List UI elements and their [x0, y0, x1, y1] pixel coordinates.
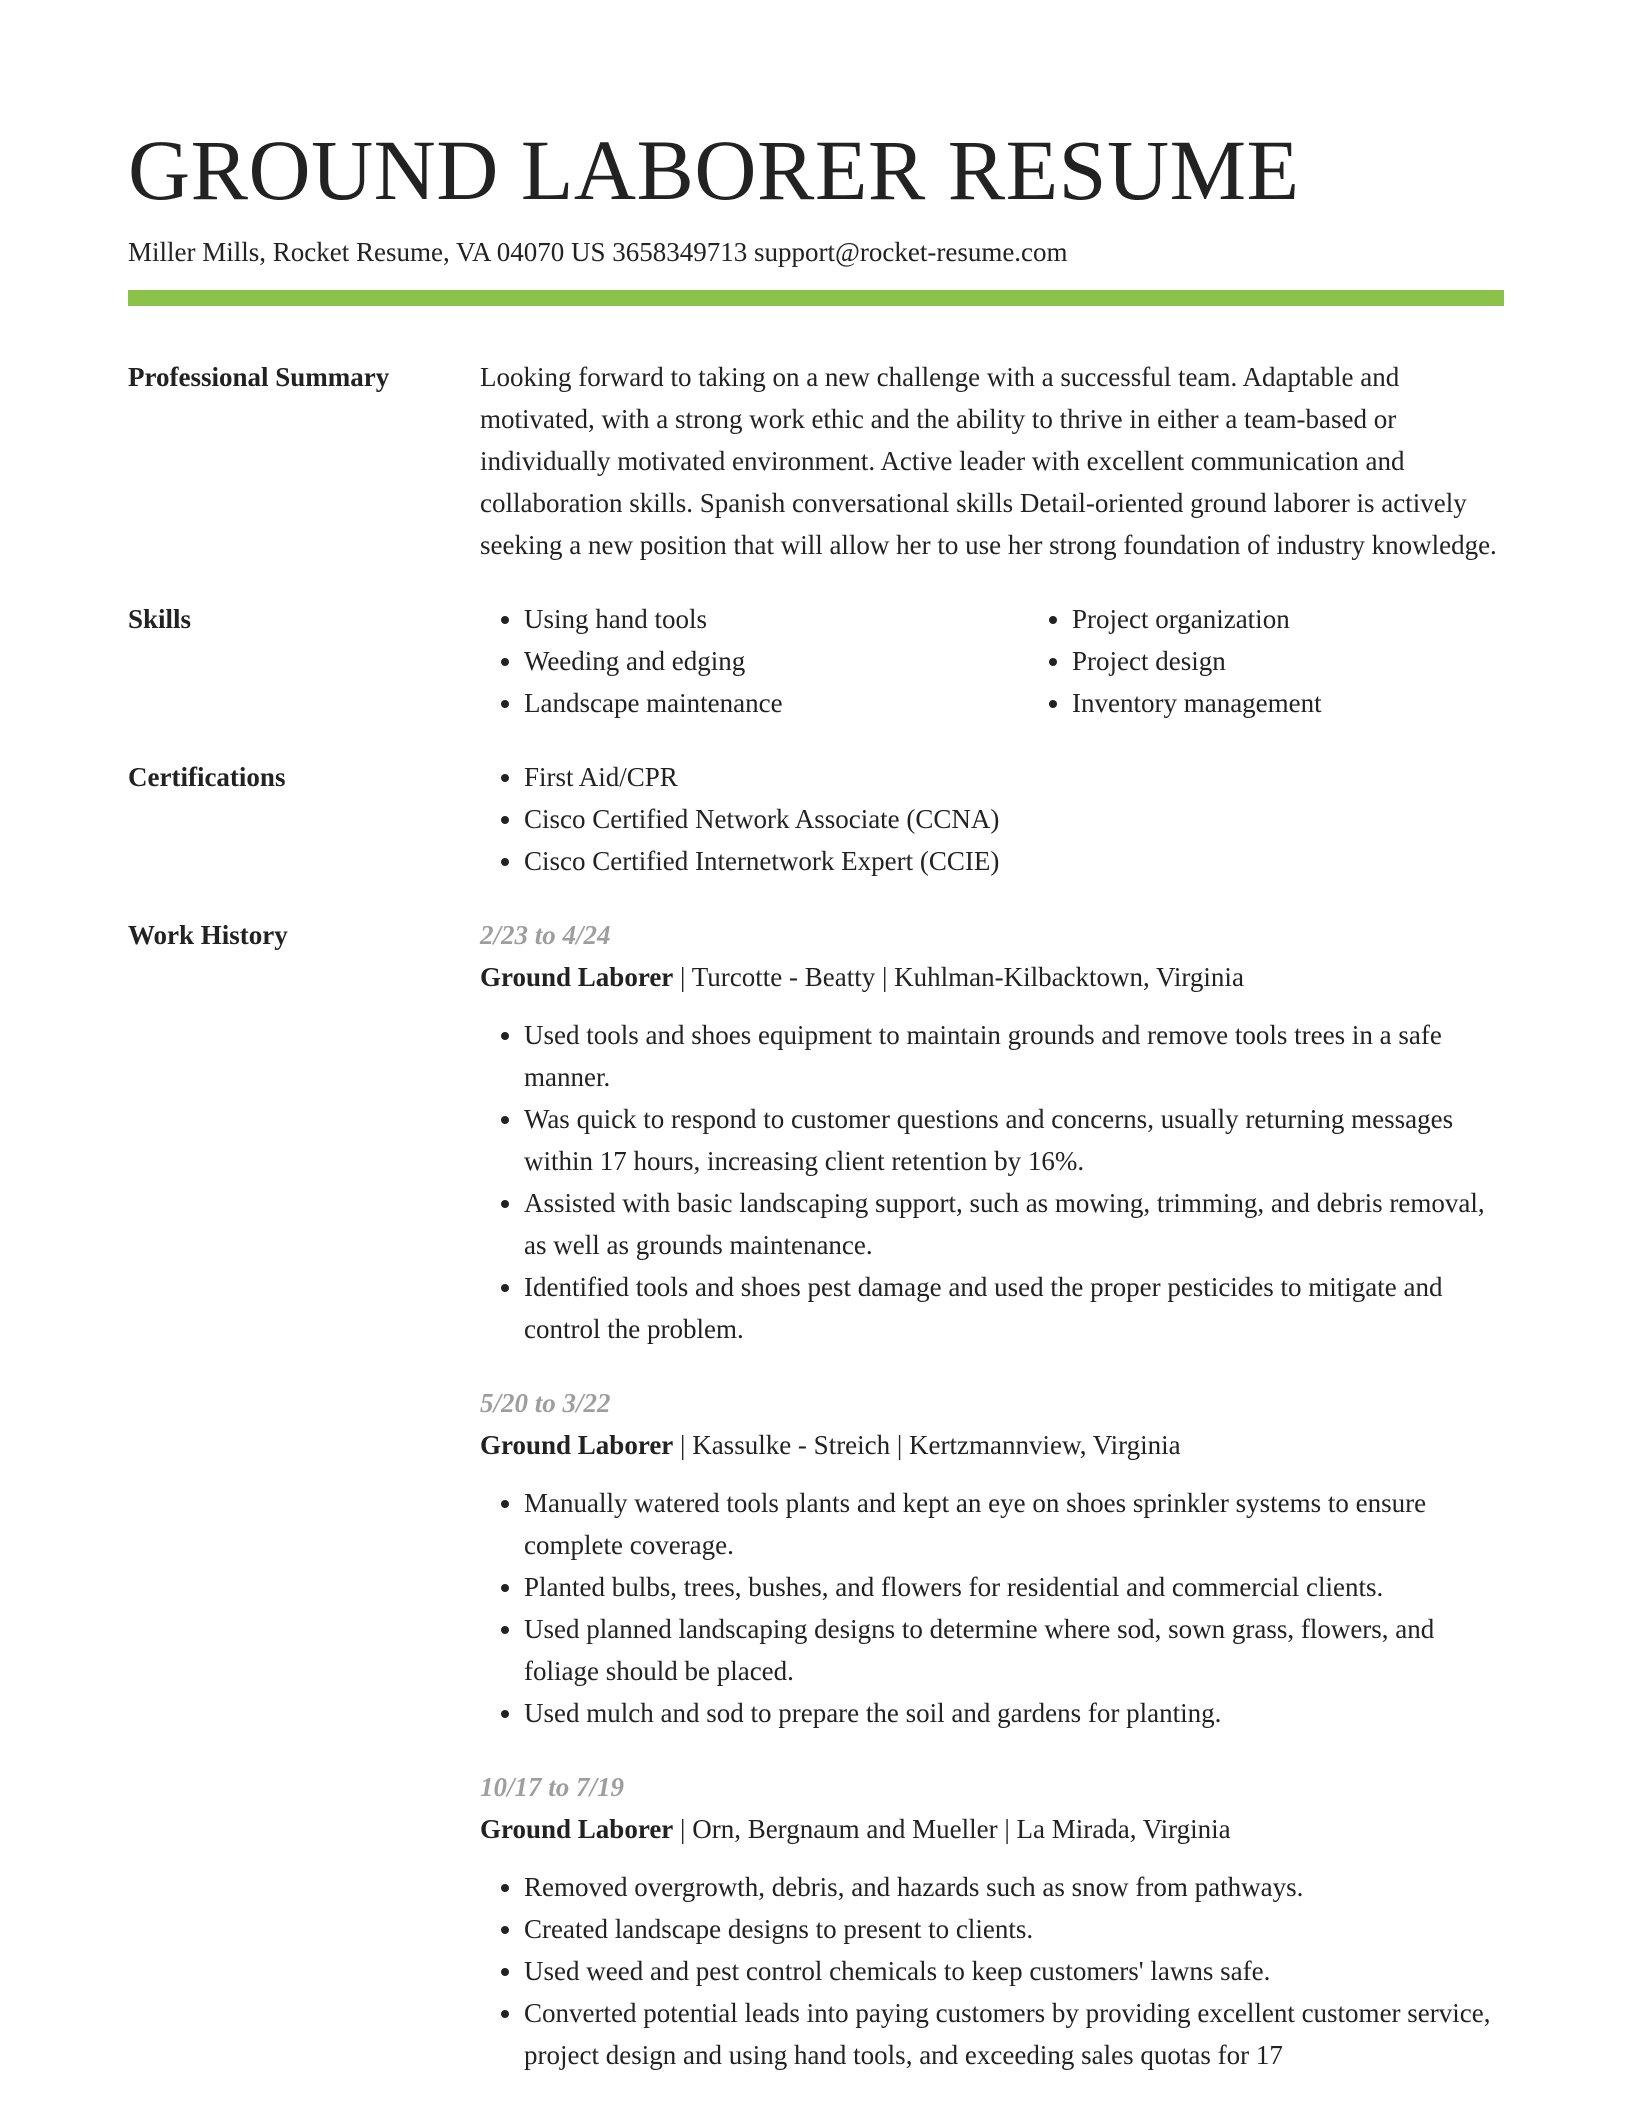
job-heading	[480, 1808, 1504, 1850]
job-bullet: • Used mulch and sod to prepare the soil and gardens for planting.	[524, 1692, 1504, 1734]
job-employer-location: | Turcotte - Beatty | Kuhlman-Kilbacktown, Virginia	[673, 962, 1244, 992]
skill-item: • Using hand tools	[524, 598, 1028, 640]
certification-item: • First Aid/CPR	[524, 756, 1504, 798]
job-dates: 10/17 to 7/19	[480, 1772, 625, 1802]
skill-item: • Weeding and edging	[524, 640, 1028, 682]
skill-item: • Inventory management	[1072, 682, 1576, 724]
job-heading	[480, 1424, 1504, 1466]
job-entry	[480, 914, 1504, 1350]
certifications-label: Certifications	[128, 762, 286, 792]
summary-text: Looking forward to taking on a new challenge with a successful team. Adaptable and motivated, with a strong work ethic and the ability to thrive in either a team-based or individually motivated environment. Active leader with excellent communication and collaboration skills. Spanish conversational skills Detail-oriented ground laborer is actively seeking a new position that will allow her to use her strong foundation of industry knowledge.	[480, 362, 1497, 560]
summary-label: Professional Summary	[128, 362, 390, 392]
job-bullet: • Planted bulbs, trees, bushes, and flowers for residential and commercial clients.	[524, 1566, 1504, 1608]
certification-item: • Cisco Certified Network Associate (CCNA)	[524, 798, 1504, 840]
work-history-label: Work History	[128, 920, 288, 950]
job-bullet: • Created landscape designs to present to clients.	[524, 1908, 1504, 1950]
work-history-body	[480, 914, 1504, 2076]
job-heading	[480, 956, 1504, 998]
job-bullet: • Was quick to respond to customer questions and concerns, usually returning messages within 17 hours, increasing client retention by 16%.	[524, 1098, 1504, 1182]
certifications-section	[128, 756, 1504, 882]
skill-item: • Landscape maintenance	[524, 682, 1028, 724]
certification-item: • Cisco Certified Internetwork Expert (CCIE)	[524, 840, 1504, 882]
job-dates: 2/23 to 4/24	[480, 920, 611, 950]
header-divider	[128, 290, 1504, 306]
job-bullet: • Used tools and shoes equipment to maintain grounds and remove tools trees in a safe manner.	[524, 1014, 1504, 1098]
job-title: Ground Laborer	[480, 1430, 674, 1460]
job-entry	[480, 1382, 1504, 1734]
job-employer-location: | Orn, Bergnaum and Mueller | La Mirada, Virginia	[673, 1814, 1231, 1844]
job-bullets	[480, 1866, 1504, 2076]
skills-columns	[480, 598, 1576, 724]
summary-section	[128, 356, 1504, 566]
skills-list-right	[1028, 598, 1576, 724]
work-history-section	[128, 914, 1504, 2076]
job-bullets	[480, 1482, 1504, 1734]
job-bullet: • Manually watered tools plants and kept an eye on shoes sprinkler systems to ensure complete coverage.	[524, 1482, 1504, 1566]
job-dates: 5/20 to 3/22	[480, 1388, 611, 1418]
skills-label: Skills	[128, 604, 192, 634]
contact-line: Miller Mills, Rocket Resume, VA 04070 US 3658349713 support@rocket-resume.com	[128, 237, 1068, 267]
job-bullet: • Identified tools and shoes pest damage and used the proper pesticides to mitigate and control the problem.	[524, 1266, 1504, 1350]
skills-list-left	[480, 598, 1028, 724]
job-title: Ground Laborer	[480, 962, 674, 992]
job-bullet: • Used planned landscaping designs to determine where sod, sown grass, flowers, and foliage should be placed.	[524, 1608, 1504, 1692]
job-bullet: • Assisted with basic landscaping support, such as mowing, trimming, and debris removal, as well as grounds maintenance.	[524, 1182, 1504, 1266]
certifications-body	[480, 756, 1504, 882]
job-title: Ground Laborer	[480, 1814, 674, 1844]
job-bullet: • Converted potential leads into paying customers by providing excellent customer service, project design and using hand tools, and exceeding sales quotas for 17	[524, 1992, 1504, 2076]
job-bullets	[480, 1014, 1504, 1350]
resume-title: GROUND LABORER RESUME	[128, 122, 1300, 218]
job-bullet: • Removed overgrowth, debris, and hazards such as snow from pathways.	[524, 1866, 1504, 1908]
skill-item: • Project organization	[1072, 598, 1576, 640]
certifications-list	[480, 756, 1504, 882]
skill-item: • Project design	[1072, 640, 1576, 682]
job-employer-location: | Kassulke - Streich | Kertzmannview, Virginia	[673, 1430, 1181, 1460]
skills-section	[128, 598, 1504, 724]
job-bullet: • Used weed and pest control chemicals to keep customers' lawns safe.	[524, 1950, 1504, 1992]
job-entry	[480, 1766, 1504, 2076]
